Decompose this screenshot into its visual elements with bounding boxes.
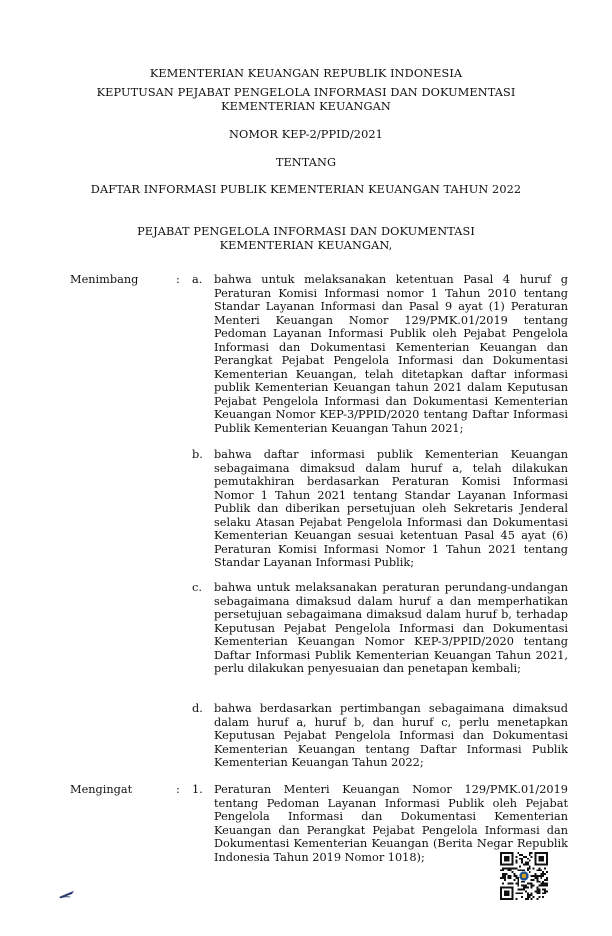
decree-title-line2: KEMENTERIAN KEUANGAN [221, 100, 391, 113]
consideration-b: bahwa daftar informasi publik Kementerian Keuangan sebagaimana dimaksud dalam huruf a, telah dilakukan pemutakhiran berdasarkan Peraturan Komisi Informasi Nomor 1 Tahun 2021 tentang Standar Layanan Informasi Publik dan diberikan persetujuan oleh Sekretaris Jenderal selaku Atasan Pejabat Pengelola Informasi dan Dokumentasi Kementerian Keuangan sesuai ketentuan Pasal 45 ayat (6) Peraturan Komisi Informasi Nomor 1 Tahun 2021 tentang Standar Layanan Informasi Publik; [214, 448, 568, 570]
official-line2: KEMENTERIAN KEUANGAN, [219, 239, 393, 252]
item-mark-d: d. [192, 702, 203, 715]
decree-number: NOMOR KEP-2/PPID/2021 [229, 128, 383, 141]
item-mark-1: 1. [192, 783, 203, 796]
about-heading: TENTANG [275, 156, 337, 169]
menimbang-label: Menimbang [70, 273, 139, 286]
item-mark-b: b. [192, 448, 203, 461]
decree-subject: DAFTAR INFORMASI PUBLIK KEMENTERIAN KEUANGAN TAHUN 2022 [90, 183, 522, 196]
consideration-a: bahwa untuk melaksanakan ketentuan Pasal 4 huruf g Peraturan Komisi Informasi nomor 1 Tahun 2010 tentang Standar Layanan Informasi dan Pasal 9 ayat (1) Peraturan Menteri Keuangan Nomor 129/PMK.01/2019 tentang Pedoman Layanan Informasi Publik oleh Pejabat Pengelola Informasi dan Dokumentasi Kementerian Keuangan dan Perangkat Pejabat Pengelola Informasi dan Dokumentasi Kementerian Keuangan, telah ditetapkan daftar informasi publik Kementerian Keuangan tahun 2021 dalam Keputusan Pejabat Pengelola Informasi dan Dokumentasi Kementerian Keuangan Nomor KEP-3/PPID/2020 tentang Daftar Informasi Publik Kementerian Keuangan Tahun 2021; [214, 273, 568, 436]
consideration-d: bahwa berdasarkan pertimbangan sebagaimana dimaksud dalam huruf a, huruf b, dan huruf c, perlu menetapkan Keputusan Pejabat Pengelola Informasi dan Dokumentasi Kementerian Keuangan tentang Daftar Informasi Publik Kementerian Keuangan Tahun 2022; [214, 702, 568, 770]
item-mark-c: c. [192, 581, 202, 594]
mengingat-colon: : [176, 783, 180, 796]
official-line1: PEJABAT PENGELOLA INFORMASI DAN DOKUMENTASI [137, 225, 475, 238]
menimbang-colon: : [176, 273, 180, 286]
qr-code-icon [500, 852, 548, 900]
decree-title-line1: KEPUTUSAN PEJABAT PENGELOLA INFORMASI DAN DOKUMENTASI [96, 86, 516, 99]
pen-mark-icon [58, 889, 76, 899]
legal-basis-1: Peraturan Menteri Keuangan Nomor 129/PMK.01/2019 tentang Pedoman Layanan Informasi Publik oleh Pejabat Pengelola Informasi dan Dokumentasi Kementerian Keuangan dan Perangkat Pejabat Pengelola Informasi dan Dokumentasi Kementerian Keuangan (Berita Negar Republik Indonesia Tahun 2019 Nomor 1018); [214, 783, 568, 864]
mengingat-label: Mengingat [70, 783, 133, 796]
item-mark-a: a. [192, 273, 203, 286]
consideration-c: bahwa untuk melaksanakan peraturan perundang-undangan sebagaimana dimaksud dalam huruf a dan memperhatikan persetujuan sebagaimana dimaksud dalam huruf b, terhadap Keputusan Pejabat Pengelola Informasi dan Dokumentasi Kementerian Keuangan Nomor KEP-3/PPID/2020 tentang Daftar Informasi Publik Kementerian Keuangan Tahun 2021, perlu dilakukan penyesuaian dan penetapan kembali; [214, 581, 568, 676]
ministry-title: KEMENTERIAN KEUANGAN REPUBLIK INDONESIA [149, 67, 463, 80]
